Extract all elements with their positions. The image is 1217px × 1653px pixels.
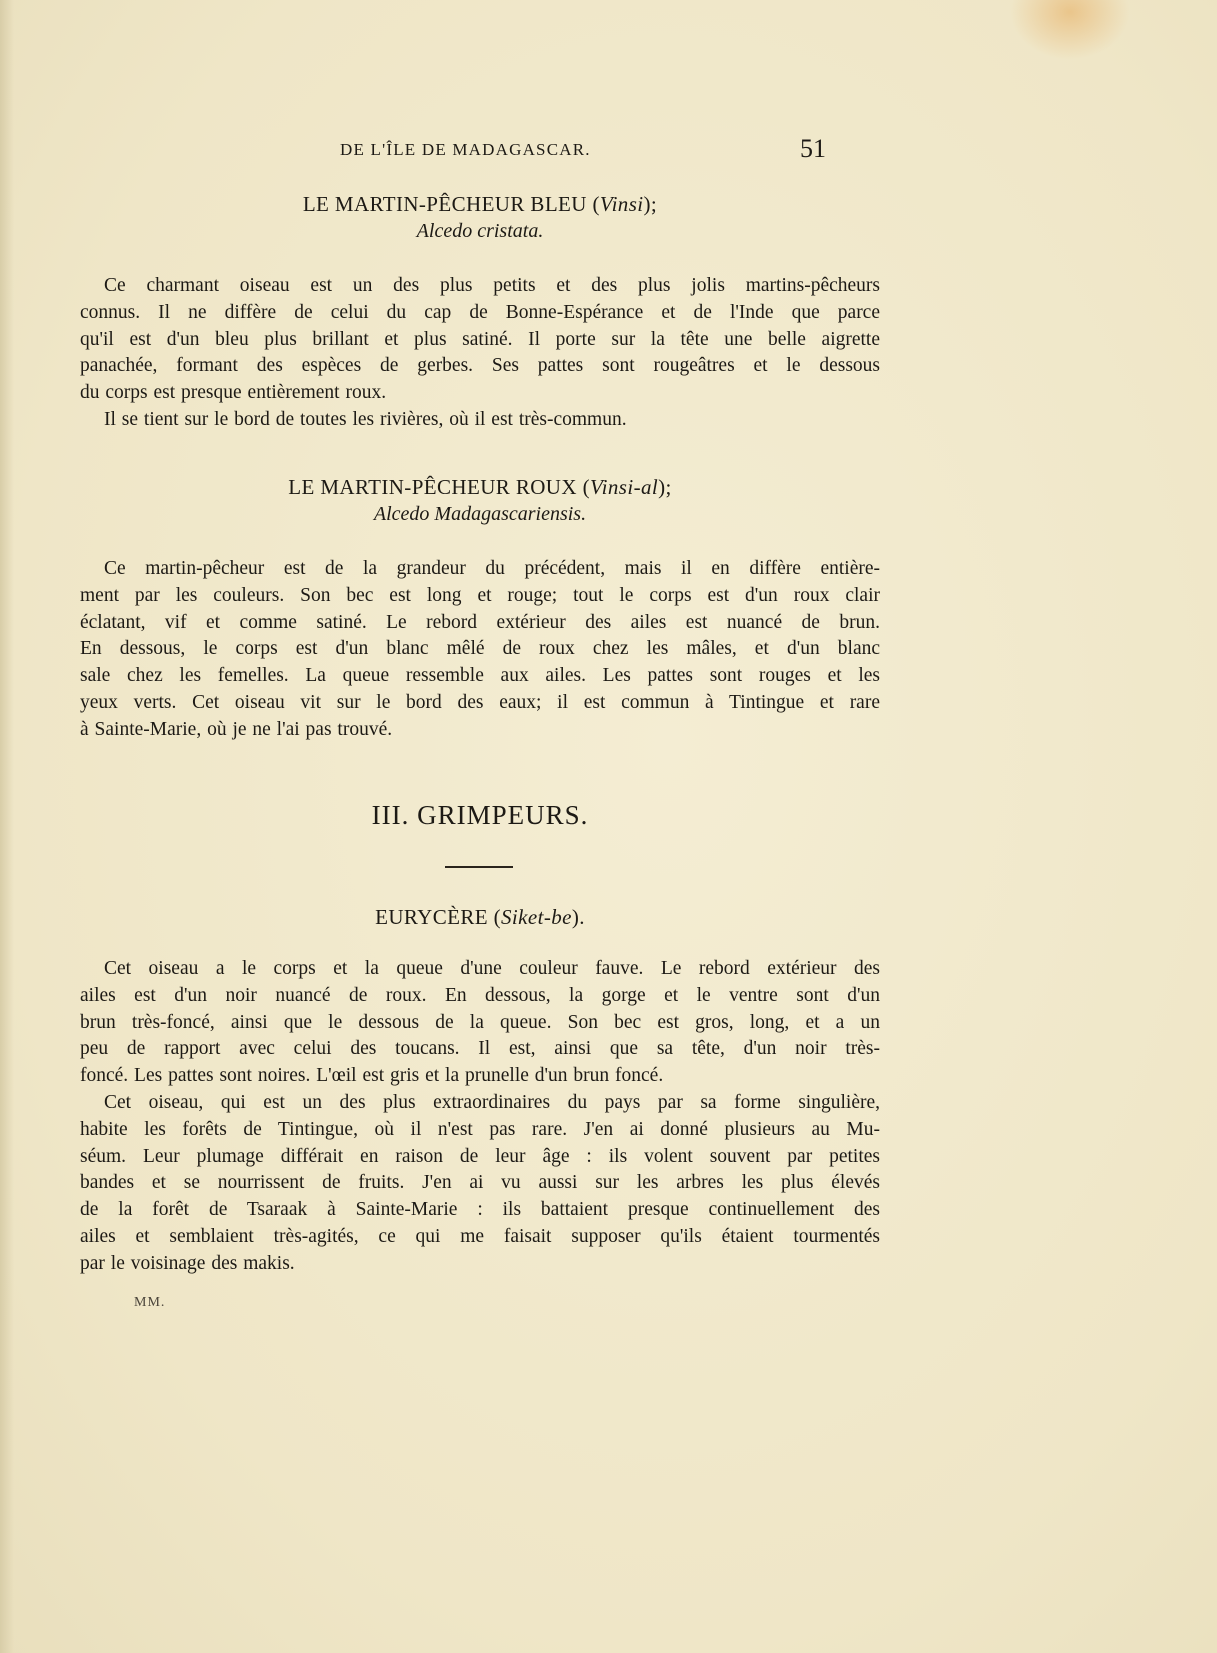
text-line: Cet oiseau a le corps et la queue d'une couleur fauve. Le rebord extérieur des [104,958,880,979]
entry-heading-eurycere [80,905,880,930]
running-head [340,136,840,166]
text-line: à Sainte-Marie, où je ne l'ai pas trouvé. [80,718,393,740]
vernacular-name: Vinsi [599,192,644,216]
text-line: habite les forêts de Tintingue, où il n'est pas rare. J'en ai donné plusieurs au Mu- [80,1118,880,1140]
entry-text-eurycere-1 [80,956,880,1090]
signature-mark: MM. [134,1295,166,1310]
running-head-title: DE L'ÎLE DE MADAGASCAR. [340,140,591,159]
text-line: Ce charmant oiseau est un des plus petits et des plus jolis martins-pêcheurs [104,275,880,296]
text-line: ailes et semblaient très-agités, ce qui me faisait supposer qu'ils étaient tourmentés [80,1225,880,1247]
heading-end: ). [571,905,585,929]
heading-text: LE MARTIN-PÊCHEUR ROUX ( [288,475,590,499]
heading-end: ); [643,192,658,216]
paper-stain [1010,0,1130,60]
text-line: brun très-foncé, ainsi que le dessous de la queue. Son bec est gros, long, et a un [80,1011,880,1033]
text-line: bandes et se nourrissent de fruits. J'en ai vu aussi sur les arbres les plus élevés [80,1172,880,1194]
latin-name: Alcedo cristata. [416,220,544,242]
text-line: ailes est d'un noir nuancé de roux. En dessous, la gorge et le ventre sont d'un [80,984,880,1006]
heading-text: LE MARTIN-PÊCHEUR BLEU ( [302,192,600,216]
entry-heading-martin-pecheur-bleu [80,192,880,217]
entry-text-martin-pecheur-bleu [80,273,880,434]
text-line: connus. Il ne diffère de celui du cap de Bonne-Espérance et de l'Inde que parce [80,301,880,323]
text-line: ment par les couleurs. Son bec est long et rouge; tout le corps est d'un roux clair [80,584,880,606]
text-line: Ce martin-pêcheur est de la grandeur du précédent, mais il en diffère entière- [104,558,880,579]
text-line: éclatant, vif et comme satiné. Le rebord extérieur des ailes est nuancé de brun. [80,611,880,633]
heading-end: ); [658,475,672,499]
section-title: III. GRIMPEURS. [371,800,589,830]
entry-text-eurycere-2 [80,1090,880,1278]
latin-name: Alcedo Madagascariensis. [373,503,587,525]
text-line: du corps est presque entièrement roux. [80,382,387,404]
page-number: 51 [800,134,826,163]
section-rule [445,866,513,868]
entry-text-martin-pecheur-roux [80,556,880,744]
text-line: Il se tient sur le bord de toutes les rivières, où il est très-commun. [104,408,627,430]
vernacular-name: Siket-be [501,905,572,929]
text-line: peu de rapport avec celui des toucans. Il est, ainsi que sa tête, d'un noir très- [80,1038,880,1060]
text-line: En dessous, le corps est d'un blanc mêlé de roux chez les mâles, et d'un blanc [80,638,880,660]
text-line: sale chez les femelles. La queue ressemble aux ailes. Les pattes sont rouges et les [80,665,880,687]
text-line: de la forêt de Tsaraak à Sainte-Marie : ils battaient presque continuellement des [80,1199,880,1221]
text-line: Cet oiseau, qui est un des plus extraordinaires du pays par sa forme singulière, [104,1092,880,1113]
page-edge-shadow [0,0,14,1653]
entry-heading-martin-pecheur-roux [80,475,880,500]
text-line: panachée, formant des espèces de gerbes. Ses pattes sont rougeâtres et le dessous [80,355,880,377]
text-line: foncé. Les pattes sont noires. L'œil est gris et la prunelle d'un brun foncé. [80,1065,664,1087]
vernacular-name: Vinsi-al [589,475,659,499]
heading-text: EURYCÈRE ( [375,905,502,929]
text-line: séum. Leur plumage différait en raison de leur âge : ils volent souvent par petites [80,1145,880,1167]
text-line: yeux verts. Cet oiseau vit sur le bord des eaux; il est commun à Tintingue et rare [80,691,880,713]
text-line: par le voisinage des makis. [80,1252,295,1274]
text-line: qu'il est d'un bleu plus brillant et plus satiné. Il porte sur la tête une belle aigrette [80,328,880,350]
